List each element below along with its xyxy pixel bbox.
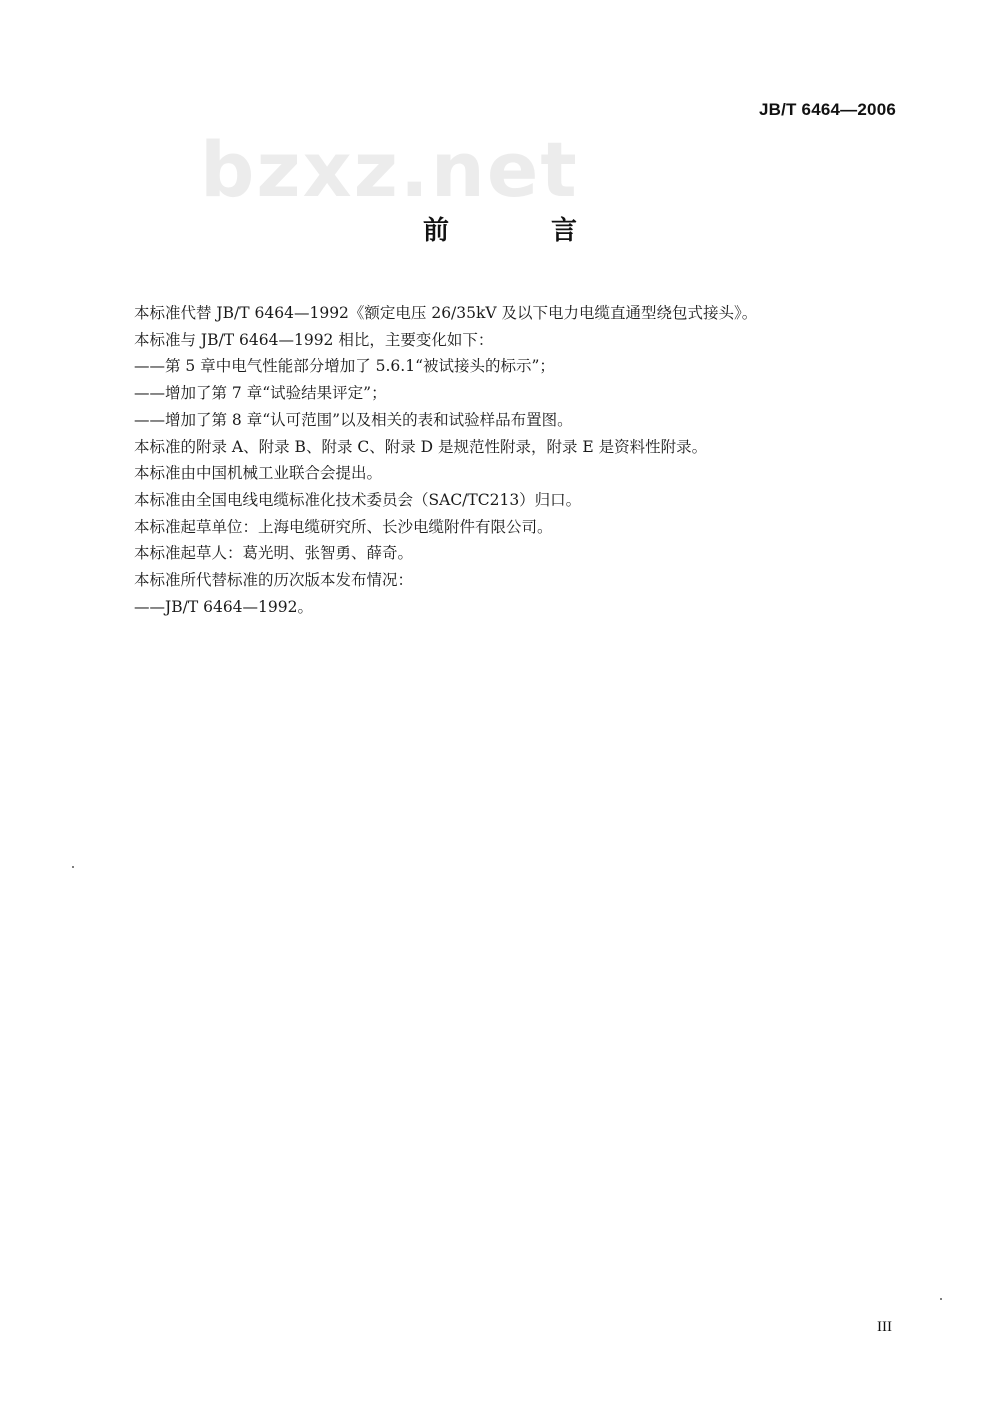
paragraph-changes-intro: 本标准与 JB/T 6464—1992 相比，主要变化如下： — [134, 330, 494, 349]
change-item: ——增加了第 8 章“认可范围”以及相关的表和试验样品布置图。 — [134, 410, 573, 429]
standard-number: JB/T 6464—2006 — [759, 100, 896, 119]
paragraph-appendices: 本标准的附录 A、附录 B、附录 C、附录 D 是规范性附录，附录 E 是资料性附录。 — [134, 437, 708, 456]
page-title: 前 言 — [422, 216, 615, 246]
paragraph-history-intro: 本标准所代替标准的历次版本发布情况： — [134, 571, 414, 590]
watermark-logo: bzxz.net — [200, 125, 579, 214]
paragraph-committee: 本标准由全国电线电缆标准化技术委员会（SAC/TC213）归口。 — [134, 490, 582, 509]
paragraph-drafting-units: 本标准起草单位：上海电缆研究所、长沙电缆附件有限公司。 — [134, 517, 553, 536]
scan-speck — [940, 1298, 942, 1300]
paragraph-replaces: 本标准代替 JB/T 6464—1992《额定电压 26/35kV 及以下电力电缆直通型绕包式接头》。 — [134, 304, 758, 322]
page-number: III — [877, 1319, 892, 1335]
change-item: ——增加了第 7 章“试验结果评定”； — [134, 384, 387, 403]
foreword-body — [134, 300, 894, 620]
change-item: ——第 5 章中电气性能部分增加了 5.6.1“被试接头的标示”； — [134, 357, 555, 376]
paragraph-proposer: 本标准由中国机械工业联合会提出。 — [134, 464, 383, 483]
history-item: ——JB/T 6464—1992。 — [134, 597, 313, 616]
paragraph-drafters: 本标准起草人：葛光明、张智勇、薛奇。 — [134, 544, 414, 563]
scan-speck — [72, 866, 74, 868]
